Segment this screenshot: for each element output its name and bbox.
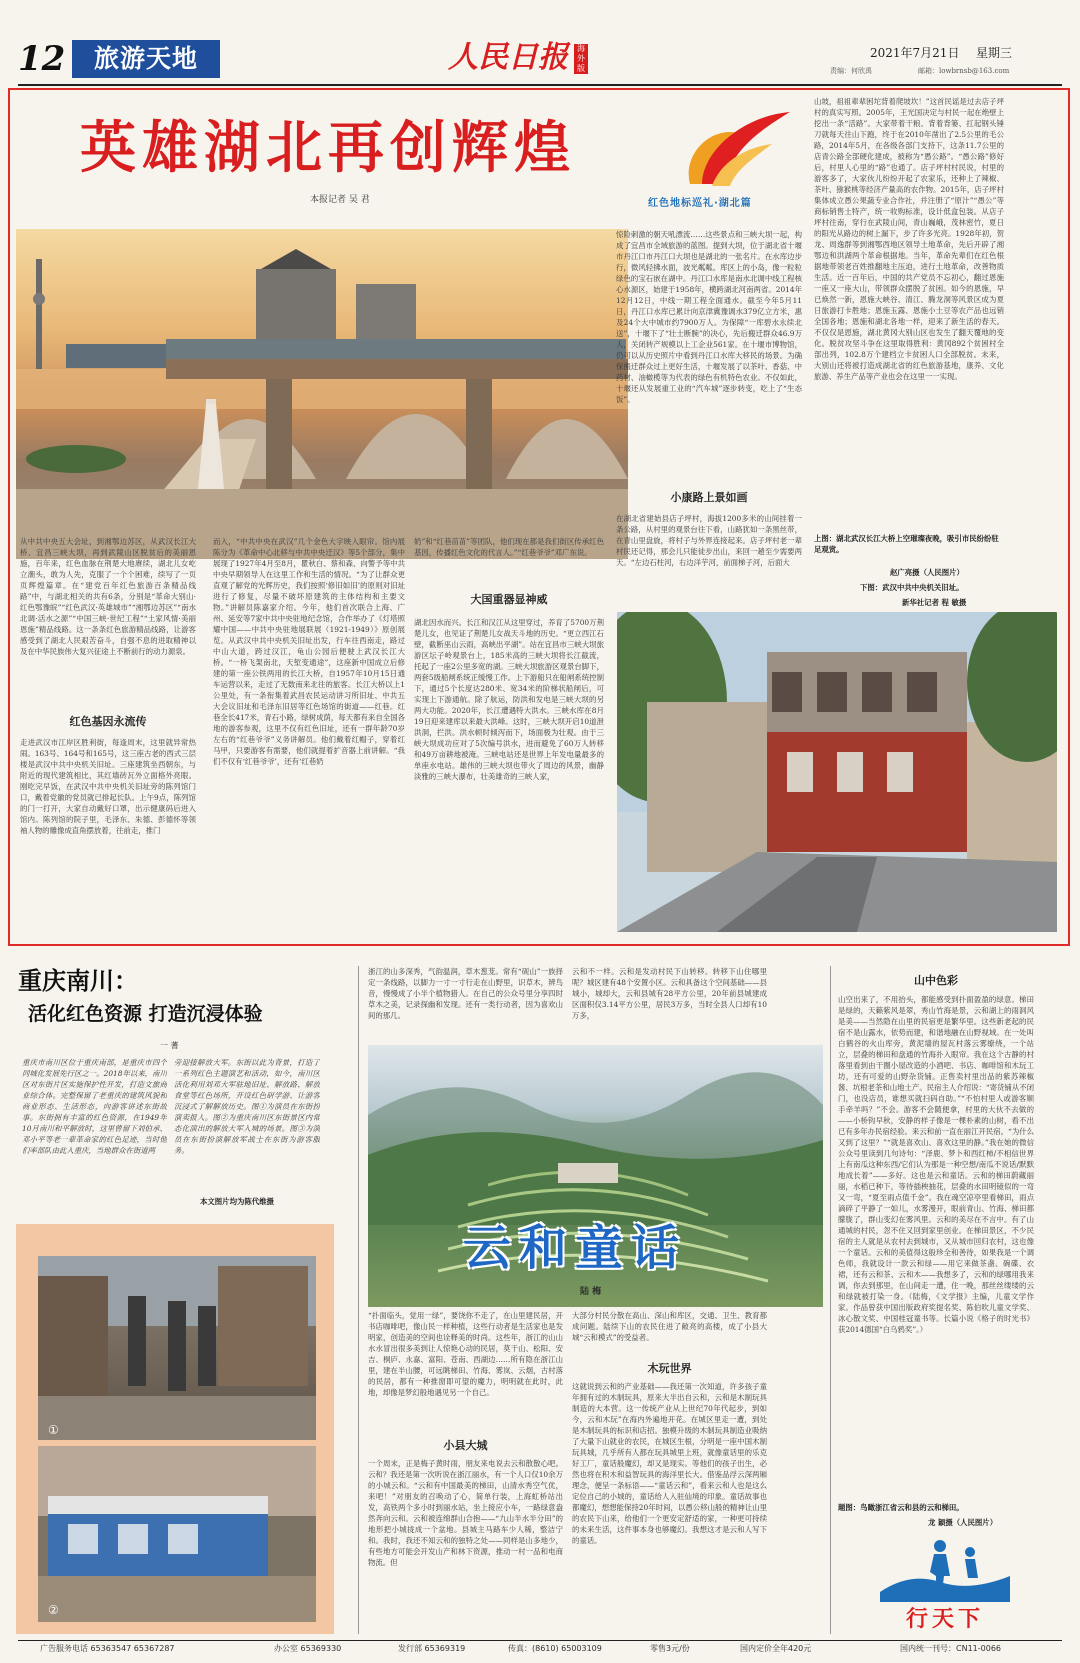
lead-col4-body: 惊险刺激的朝天吼漂流……这些景点和三峡大坝一起，构成了宜昌市全域旅游的蓝图。提到大坝，位于湖北省十堰市丹江口市丹江口大坝也是湖北的一张名片。在水库边步行，微风轻拂水面，波光粼粼。库区上的小岛，像一粒粒绿色的宝石嵌在湖中。丹江口水库是南水北调中线工程核心水源区，始建于1958年，横跨湖北河南两省。2014年12月12日，中线一期工程全面通水。截至今年5月11日，丹江口水库已累计向京津冀豫调水379亿立方米，惠及24个大中城市约7900万人。为保障“一库碧水永续北送”，十堰下了“壮士断腕”的决心，先后搬迁群众46.9万人，关闭转产规模以上工企业561家。在十堰市博物馆，仍可以从历史照片中看到丹江口水库大移民的场景。为确保搬迁群众过上更好生活，十堰发展了以茶叶、香菇、中药材、油橄榄等为代表的绿色有机特色农业。不仅如此，十堰还从发展重工业的“汽车城”逐步转变，吃上了“生态饭”。: [616, 230, 802, 404]
lead-col4-subhead: 小康路上景如画: [670, 491, 748, 504]
yunhe-col3b: 一个周末，正是梅子黄时雨，朋友来电说去云和散散心吧。云和？我还是第一次听说在浙江丽水，有一个人口仅10余万的小城云和。“云和有中国最美的梯田，山清水秀空气优，来吧！”对朋友的召唤动了心，简单行装，上海虹桥站出发，高铁两个多小时到丽水站，坐上接应小车，一路绿意盎然奔向云和。云和被连绵群山合抱——“九山半水半分田”的地形把小城拢成一个盆地。县城主马路车少人稀，整洁宁和。我时，我还不知云和的独特之处——同样是山多地少，有些地方可能会开发山产和林下资源，推动一村一品和电商物流。但: [368, 1459, 563, 1567]
wuhan-bridge-photo: [16, 229, 628, 559]
issue-weekday: 星期三: [976, 46, 1013, 60]
central-committee-site-photo: [617, 612, 1057, 932]
nanchuan-photo-1: [38, 1256, 316, 1440]
footer-price: 零售3元/份: [650, 1644, 690, 1653]
footer: [40, 1643, 1040, 1657]
bottom-right-divider: [830, 966, 831, 1634]
footer-office: 办公室 65369330: [274, 1644, 342, 1653]
nanchuan-author: 一 蓍: [160, 1041, 179, 1050]
nanchuan-photo-panel: [16, 1224, 334, 1634]
hiker-icon: [870, 1532, 1020, 1602]
yunhe-photo-credit: 龙 颖摄（人民图片）: [928, 1518, 998, 1527]
yunhe-col4: 大部分村民分散在高山、深山和库区，交通、卫生、教育都成问题。陆续下山的农民住进了敞亮的高楼，成了小县大城“云和模式”的受益者。: [572, 1311, 767, 1342]
yunhe-subhead-mountain-colors: 山中色彩: [914, 974, 958, 987]
lead-col1-body: 走进武汉市江岸区胜利街，每逢周末，这里就异常热闹。163号、164号和165号，这三座古老的西式三层楼是武汉中共中央机关旧址。三座建筑坐西朝东，与附近的现代建筑相比，其红墙砖瓦外立面格外亮眼。刚吃完早饭，在武汉中共中央机关旧址旁的陈列馆门口，戴着党徽的党员就已排起长队。上午9点，陈列馆的门一打开，大家自动戴好口罩，出示健康码后进入馆内。陈列馆的院子里，毛泽东、朱德、彭德怀等领袖人物的雕像成直角摆放着，往前走，推门: [20, 738, 196, 835]
nanchuan-credit: 本文图片均为陈代维摄: [200, 1197, 274, 1206]
lead-col4-body2: 在湖北省建始县店子坪村，海拔1200多米的山间挂着一条公路，从村里的观景台往下看，山路犹如一条黑丝带，在青山里盘旋，将村子与外界连接起来。店子坪村老一辈村民还记得，那会儿只能徒步出山，来回一趟至少需要两天。“左边石柱河，右边洋芋河，前面梯子河，后面大: [616, 514, 802, 567]
lead-col3-subhead: 大国重器显神威: [470, 593, 548, 606]
footer-ad-phone: 广告服务电话 65363547 65367287: [40, 1644, 175, 1653]
yunhe-banner: 云和童话: [463, 1220, 688, 1276]
nanchuan-col2: 旁迎接解放大军。东街以此为背景，打造了一系列红色主题演艺和活动，如今，南川区活化利用刘邓大军驻地旧址、解放路、解放食堂等红色场所，开设红色研学游、让游客沉浸式了解解放历史。图①为演员在东街扮演卖报人。图②为重庆南川区东街景区内常态化演出的解放大军入城的场景。图③为演员在东街扮演解放军战士在东街为游客服务。: [174, 1058, 320, 1155]
issue-date: 2021年7月21日: [870, 46, 960, 60]
yunhe-col1: 浙江的山多深秀，气韵温润，草木葱茏。常有“砚山”一族择定一条线路，以脚力一寸一寸行走在山野里，识草木，辨鸟音，慢慢成了小半个植物猎人。在自己的公众号里分享四时草木之美，记录探幽和发现。还有一类行动者，因为喜欢山间的那几。: [368, 967, 563, 1020]
masthead-edition: 海外版: [574, 44, 588, 74]
footer-subscription: 国内定价全年420元: [740, 1644, 812, 1653]
yunhe-subhead-wooden-toys: 木玩世界: [647, 1362, 692, 1375]
yunhe-right-col: 山空出来了，不用抬头，都能感受到扑面盈盈的绿意。梯田是绿的，天籁紫风是翠，秀山竹海是景，云和湖上的雨洞风是美——当然隐在山里的民宿更是繁华里。这些新老起的民宿不是山露水，依势而建，和谐地融在山野视域。在一处叫白鹤谷的火山库旁，黄泥墙的屋瓦村落云雾缭绕，一个站立，层叠的梯田和盘通的竹海扑入眼帘。我在这个古静的村落里看到由干圈小屋改造的小酒吧、书店、咖啡馆和木玩工坊，还有可爱的山野杂货铺。正售卖村里出品的紫苏辣椒酱、坑根老茶和山地土产。民宿主人介绍说：“寄货铺从不闭门，也没店员，谁想买就扫码自助。”“不怕村里人或游客顺手牵羊吗？”不会。游客不会随便拿，村里的大伙不去做的——小桥钩早秋，安静的样子像是一棵朴素的山树，看不出已有多年办民宿经验。来云和前一直在丽江开民宿。“为什么又到了这里？”“就是喜欢山、喜欢这里的静。”我在她的微信公众号里读到几句诗句：“泽鹿、梦卜和西红柿/不相信世界上有南瓜这种东西/它们认为那是一种空想/南瓜不说话/默默地成长着”——多好。这也是云和童话。云和的梯田蔚藏丽丽，水稻已种下，等待插秧抽花，层叠的水田明镜似的一弯又一弯，“夏至雨点值千金”。我在魂空凉亭里看梯田，雨点滴碎了平静了一如儿，水雾漫开，眼前青山、竹海、梯田都朦胧了，群山变幻在雾风里。云和的美尽在不言中。有了山通城的村民，忽不住又回到家里创业。在梯田景区，不少民宿的主人就是从农村去到城市，又从城市回归农村，这也像一个童话。云和的美值得这般珍全和善待，如果我是一个调色师，我就设计一款云和绿——用它来做茶盏、碗碟、衣裙，还有云和茶、云和木——我想多了，云和的绿哪用我来调，你去到那里，在山间走一遭，住一晚，那丝丝缕缕的云和绿就被打染一身。（陆梅，《文学报》主编，儿童文学作家。作品曾获中国出版政府奖提名奖、陈伯吹儿童文学奖、冰心散文奖、中国桂冠童书等。长篇小说《格子的时光书》获2014德国“白乌鸦奖”。）: [838, 995, 1034, 1334]
travel-stamp-label: 行天下: [905, 1607, 984, 1632]
series-tag: 红色地标巡礼·湖北篇: [648, 198, 752, 209]
yunhe-terraces-photo: [368, 1045, 823, 1307]
lead-byline: 本报记者 吴 君: [310, 195, 370, 205]
travel-stamp: [870, 1532, 1020, 1632]
svg-text:①: ①: [48, 1423, 59, 1437]
section-label: 旅游天地: [72, 40, 220, 78]
lead-col5-body: 山坡，祖祖辈辈困坨背着爬坡坎！”这首民谣是过去店子坪村的真实写照。2005年，王光国决定与村民一起在绝壁上挖出一条“活路”。大家带着干粮、背着背篓、扛起钢头锤刀就每天往山下跑，终于在2010年凿出了2.5公里的毛公路，2014年5月，在各级各部门支持下，这条11.7公里的店青公路全部硬化建成，被称为“愚公路”。“愚公路”修好后，村里人心里的“路”也通了。店子坪村村民说，村里的游客多了，大家伙儿纷纷开起了农家乐，还种上了辣椒、茶叶、猕猴桃等经济产量高的农作物。2015年，店子坪村集体成立愚公果蔬专业合作社，并注册了“原汁”“愚公”等商标销售土特产，统一收购标准，设计低盒包装。从店子坪村往南，穿行在武陵山间，青山巍峨，茂林密竹，夏日的阳光从路边的树上漏下，步了许多光亮。1928年初，贺龙、周逸群等到湘鄂西地区领导土地革命，先后开辟了湘鄂边和洪湖两个革命根据地。当年，革命先辈们在红色根据地带领老百姓推翻地主压迫，进行土地革命，改善物质生活。近一百年后，中国的共产党员不忘初心，翻过恩施一座又一座大山，带领群众摆脱了贫困。如今的恩施，早已焕然一新，恩施大峡谷、清江、腾龙洞等风景区成为夏日旅游打卡胜地；恩施玉露、恩施小土豆等农产品也远销全国各地；恩施和湖北各地一样，迎来了新生活的春天。不仅仅是恩施，湖北黄冈大别山区也发生了翻天覆地的变化。脱贫攻坚斗争在这里取得胜利：黄冈892个贫困村全部出列，102.8万个建档立卡贫困人口全部脱贫。未来，大别山还将被打造成湖北省的红色旅游基地，康养、文化旅游、养生产品等产业也会在这里一一实现。: [814, 97, 1004, 381]
page-header: [18, 38, 1062, 84]
footer-code: 国内统一刊号：CN11-0066: [900, 1644, 1001, 1653]
caption-top: 上图：湖北武汉长江大桥上空璀璨夜晚，吸引市民纷纷驻足观赏。: [814, 534, 999, 554]
yunhe-subhead-small-county: 小县大城: [443, 1439, 488, 1452]
yunhe-photo-caption: 题图：鸟瞰浙江省云和县的云和梯田。: [838, 1503, 964, 1512]
header-rule: [18, 84, 1062, 86]
lead-col2-body: 而入，“中共中央在武汉”几个金色大字映入眼帘。馆内展陈分为《革命中心北移与中共中央迁汉》等5个部分，集中展现了1927年4月至8月，瞿秋白、蔡和森、向警予等中共中央早期领导人在这里工作和生活的情况。“为了让群众更直观了解党的光辉历史，我们按照‘修旧如旧’的原则对旧址进行了修复，尽量不破坏原建筑的主体结构和主要文物。”讲解员陈嘉家介绍。今年，他们首次联合上海、广州、延安等7家中共中央驻地纪念馆，合作举办了《灯塔照耀中国——中共中央驻地展联展（1921-1949）》原创展览。从武汉中共中央机关旧址出发，行车往西南走，路过中山大道，跨过汉江，龟山公园后便驶上武汉长江大桥。“一桥飞架南北，天堑变通途”，这座新中国成立后修建的第一座公铁两用的长江大桥，自1957年10月15日通车运营以来，走过了无数南来北往的旅客。长江大桥以上1公里处，有一条衔集着武昌农民运动讲习所旧址、中共五大会议旧址和毛泽东旧居等红色场馆的街道——红巷。红巷全长417米，青石小路，绿树成荫，每天都有来自全国各地的游客参观，这里不仅有红色旧址，还有一群年龄70岁左右的“红巷爷爷”义务讲解员。他们戴着红帽子，穿着红马甲，只要游客有需要，他们就提着扩音器上前讲解。“我们不仅有‘红巷爷爷’，还有‘红巷奶: [213, 537, 405, 766]
caption-bottom: 下图：武汉中共中央机关旧址。: [860, 583, 964, 592]
nanchuan-title-line2: 活化红色资源 打造沉浸体验: [28, 1003, 263, 1025]
page-number: 12: [18, 39, 66, 79]
lead-title: 英雄湖北再创辉煌: [80, 115, 576, 181]
nanchuan-col1: 重庆市南川区位于重庆南部，是重庆市四个同城化发展先行区之一。2018年以来，南川区对东街片区实施保护性开发，打造文旅商业综合体。完整保留了老重庆的建筑风貌和商业形态、生活形态，向游客讲述东街故事。东街拥有丰富的红色资源，在1949年10月南川和平解放时，这里曾留下刘伯承、邓小平等老一辈革命家的红色足迹，当时他们率部队由此入重庆，当地群众在街道两: [22, 1058, 167, 1155]
yunhe-author: 陆 梅: [580, 1287, 602, 1297]
footer-distribution: 发行部 65369319: [398, 1644, 466, 1653]
lead-col1-intro: 从中共中央五大会址，到湘鄂边苏区，从武汉长江大桥、宜昌三峡大坝，再到武陵山区脱贫后的美丽恩施，百年来，红色血脉在荆楚大地赓续，湖北儿女屹立潮头，敢为人先，克服了一个个困难，续写了一页页辉煌篇章。在“建党百年红色旅游百条精品线路”中，与湖北相关的共有6条，分别是“革命大别山·红色鄂豫皖”“红色武汉·英雄城市”“湘鄂边苏区”“南水北调·活水之源”“中国三峡·世纪工程”“土家风情·美丽恩施”精品线路。这一条条红色旅游精品线路，让游客感受到了湖北人民艰苦奋斗，自强不息的进取精神以及在中华民族伟大复兴征途上不断前行的动力源泉。: [20, 537, 196, 656]
caption-top-credit: 赵广亮摄（人民图片）: [890, 568, 964, 577]
masthead-logo: 人民日报: [448, 40, 568, 75]
footer-fax: 传真：(8610) 65003109: [508, 1644, 602, 1653]
lead-col3-body2: 湖北因水而兴。长江和汉江从这里穿过，养育了5700万荆楚儿女，也见证了荆楚儿女战天斗地的历史。“更立西江石壁，截断巫山云雨，高峡出平湖”。站在宜昌市三峡大坝旅游区坛子岭观景台上，185米高的三峡大坝将长江截流，托起了一座2公里多宽的湖。三峡大坝旅游区观景台脚下，两套5级船闸系统正缓慢工作。上下游船只在船闸系统控制下，通过5个长度达280米、宽34米的阶梯状船闸后，可实现上下游通航。除了航运，防洪和发电是三峡大坝的另两大功能。2020年，长江遭遇特大洪水。三峡水库在8月19日迎来建库以来最大洪峰。这时，三峡大坝开启10道泄洪洞，拦洪。洪水顿时倾泻而下，场面极为壮观。由于三峡大坝成功应对了5次编号洪水，进而避免了60万人转移和49万亩耕地被淹。三峡电站还是世界上年发电量最多的单座水电站。雄伟的三峡大坝也带火了周边的风景，幽静淡雅的三峡大瀑布，壮美雄奇的三峡人家，: [414, 618, 604, 781]
svg-text:②: ②: [48, 1603, 59, 1617]
yunhe-col3: “扑面临头，觉用一绿”，要饶你不走了，在山里建民居，开书店咖啡吧，像山民一样种植，这些行动者是生活家也是发明家，创造美的空间也诠释美的时尚。这些年，浙江的山山水水冒出很多美到让人惊艳心动的民居，莫干山、松阳、安吉、桐庐、永嘉、富阳、苍南、西湖边……所有隐在浙江山里，建在半山腰，可远眺梯田、竹海、雾岚、云烟，古村落的民居，都有一种推窗即可望的魔力，明明就在此时，此地，却像是梦幻般地遇见另一个自己。: [368, 1311, 563, 1397]
lead-col1-subhead: 红色基因永流传: [69, 715, 147, 728]
yunhe-col2: 云和不一样。云和是发动村民下山转移。转移下山住哪里呢？城区建有48个安置小区。云和具备这个空间基础——县城小，城却大，云和县城有28平方公里，20年前县城建成区面积仅3.14平方公里，居民3万多，当时全县人口却有10万多，: [572, 967, 767, 1020]
bottom-left-divider: [358, 966, 359, 1634]
nanchuan-title-line1: 重庆南川：: [18, 967, 138, 995]
flame-logo-icon: [672, 104, 796, 194]
footer-rule: [18, 1640, 1062, 1641]
caption-bottom-credit: 新华社记者 程 敏摄: [902, 598, 967, 607]
editor-credit: 责编：何欣禹: [830, 67, 872, 75]
yunhe-col4b: 这就说到云和的产业基础——我还第一次知道，许多孩子童年拥有过的木制玩具，原来大半出自云和，云和是木制玩具制造的大本营。这一传统产业从上世纪70年代起步，到如今，云和木玩”在海内外遍地开花。在城区里走一遭，到处是木制玩具的标识和店招。独模升级的木制玩具制造业吸纳了大量下山就业的农民，在城区生根，分明是一座中国木制玩具城，几乎所有人都在玩具城里上班，就像童话里的乐克好工厂，童话般魔幻，却又是现实。等他们的孩子出生，必然也将在积木和益智玩具的海洋里长大。借鉴品浮云深两厢理念，便呈一条标语——“童话云和”，看来云和人也是这么定位自己的小城的，童话给人入驻仙境的印象。童话故事也都魔幻，想想能保持20年时间，以愚公移山般的精神让山里的农民下山来，给他们一个更安定舒适的家，一种更可持续的未来生活，这件事本身也够魔幻。我想这才是云和人写下的童话。: [572, 1382, 767, 1545]
nanchuan-photo-2: [38, 1446, 316, 1622]
editor-email: 邮箱：lowbrnsb@163.com: [918, 67, 1010, 75]
lead-col3-body: 奶”和“红巷苗苗”等团队，他们现在都是我们街区传承红色基因，传播红色文化的代言人。”“红巷爷爷”邓广东说。: [414, 537, 604, 557]
